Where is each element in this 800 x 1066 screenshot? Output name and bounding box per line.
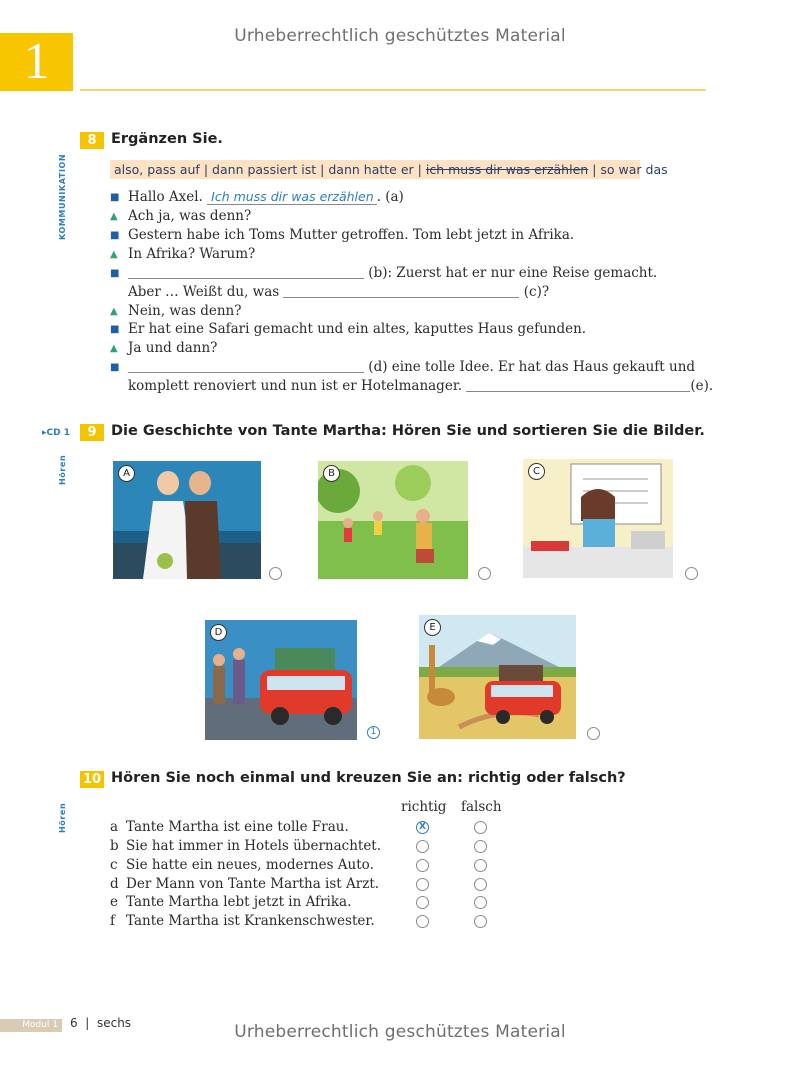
statement-row-a: a Tante Martha ist eine tolle Frau.	[110, 819, 349, 835]
radio-richtig-e[interactable]	[416, 896, 429, 909]
picture-d	[205, 620, 357, 740]
column-header-richtig: richtig	[401, 799, 447, 815]
statement-row-c: c Sie hatte ein neues, modernes Auto.	[110, 857, 374, 873]
side-label-kommunikation: KOMMUNIKATION	[58, 153, 67, 240]
picture-label: D	[210, 624, 227, 641]
cd-track-label: ▸CD 1	[42, 428, 71, 438]
radio-falsch-b[interactable]	[474, 840, 487, 853]
radio-falsch-f[interactable]	[474, 915, 487, 928]
dialogue-line-10: ■ (d) eine tolle Idee. Er hat das Haus gekauft und	[110, 358, 695, 378]
statement-row-e: e Tante Martha lebt jetzt in Afrika.	[110, 894, 352, 910]
phrase-bank: also, pass auf | dann passiert ist | dann hatte er | ich muss dir was erzählen | so war das	[110, 160, 640, 179]
order-circle-e[interactable]	[587, 727, 600, 740]
statement-row-f: f Tante Martha ist Krankenschwester.	[110, 913, 375, 929]
radio-richtig-c[interactable]	[416, 859, 429, 872]
order-circle-d[interactable]: 1	[367, 726, 380, 739]
picture-a	[113, 461, 261, 579]
dialogue-line-4: ▲ In Afrika? Warum?	[110, 245, 255, 265]
radio-falsch-e[interactable]	[474, 896, 487, 909]
square-icon: ■	[110, 362, 120, 373]
exercise-10-title: Hören Sie noch einmal und kreuzen Sie an: richtig oder falsch?	[111, 770, 626, 786]
triangle-icon: ▲	[110, 306, 118, 317]
order-circle-c[interactable]	[685, 567, 698, 580]
radio-richtig-d[interactable]	[416, 878, 429, 891]
footer-page-number: 6 | sechs	[70, 1016, 132, 1030]
dialogue-line-9: ▲ Ja und dann?	[110, 339, 217, 359]
exercise-8-number: 8	[80, 132, 104, 149]
answer-a-field[interactable]: Ich muss dir was erzählen	[207, 189, 377, 205]
footer-module-label: Modul 1	[0, 1019, 62, 1032]
triangle-icon: ▲	[110, 249, 118, 260]
statement-row-d: d Der Mann von Tante Martha ist Arzt.	[110, 876, 380, 892]
square-icon: ■	[110, 268, 120, 279]
radio-richtig-b[interactable]	[416, 840, 429, 853]
square-icon: ■	[110, 230, 120, 241]
statement-row-b: b Sie hat immer in Hotels übernachtet.	[110, 838, 382, 854]
order-circle-b[interactable]	[478, 567, 491, 580]
watermark-bottom: Urheberrechtlich geschütztes Material	[234, 1022, 566, 1042]
radio-falsch-d[interactable]	[474, 878, 487, 891]
dialogue-line-7: ▲ Nein, was denn?	[110, 302, 241, 322]
radio-richtig-f[interactable]	[416, 915, 429, 928]
dialogue-line-3: ■ Gestern habe ich Toms Mutter getroffen. Tom lebt jetzt in Afrika.	[110, 226, 574, 246]
square-icon: ■	[110, 192, 120, 203]
picture-b	[318, 461, 468, 579]
picture-label: C	[528, 463, 545, 480]
phrase-item: dann hatte er	[328, 162, 414, 177]
dialogue-line-1: ■ Hallo Axel. Ich muss dir was erzählen . (a)	[110, 188, 404, 208]
square-icon: ■	[110, 324, 120, 335]
triangle-icon: ▲	[110, 343, 118, 354]
header-rule	[80, 89, 706, 91]
picture-label: E	[424, 619, 441, 636]
answer-d-field[interactable]	[128, 360, 364, 373]
phrase-item-used: ich muss dir was erzählen	[425, 162, 589, 177]
chapter-number: 1	[0, 33, 73, 91]
answer-b-field[interactable]	[128, 266, 364, 279]
exercise-10-number: 10	[80, 771, 104, 788]
phrase-item: also, pass auf	[114, 162, 200, 177]
triangle-icon: ▲	[110, 211, 118, 222]
dialogue-line-6: Aber … Weißt du, was (c)?	[128, 284, 550, 300]
dialogue-line-5: ■ (b): Zuerst hat er nur eine Reise gemacht.	[110, 264, 657, 284]
watermark-top: Urheberrechtlich geschütztes Material	[234, 26, 566, 46]
dialogue-line-8: ■ Er hat eine Safari gemacht und ein altes, kaputtes Haus gefunden.	[110, 320, 586, 340]
side-label-hoeren-2: Hören	[58, 802, 67, 833]
dialogue-line-11: komplett renoviert und nun ist er Hotelmanager. (e).	[128, 378, 714, 394]
phrase-item: so war das	[600, 162, 668, 177]
dialogue-line-2: ▲ Ach ja, was denn?	[110, 207, 251, 227]
radio-falsch-c[interactable]	[474, 859, 487, 872]
exercise-9-number: 9	[80, 424, 104, 441]
radio-falsch-a[interactable]	[474, 821, 487, 834]
picture-label: A	[118, 465, 135, 482]
picture-e	[419, 615, 576, 739]
side-label-hoeren: Hören	[58, 454, 67, 485]
radio-richtig-a[interactable]: X	[416, 821, 429, 834]
exercise-9-title: Die Geschichte von Tante Martha: Hören Sie und sortieren Sie die Bilder.	[111, 423, 705, 439]
picture-label: B	[323, 465, 340, 482]
column-header-falsch: falsch	[461, 799, 502, 815]
order-circle-a[interactable]	[269, 567, 282, 580]
picture-c	[523, 459, 673, 578]
answer-c-field[interactable]	[283, 285, 519, 298]
phrase-item: dann passiert ist	[212, 162, 317, 177]
answer-e-field[interactable]	[466, 379, 690, 392]
exercise-8-title: Ergänzen Sie.	[111, 131, 223, 147]
